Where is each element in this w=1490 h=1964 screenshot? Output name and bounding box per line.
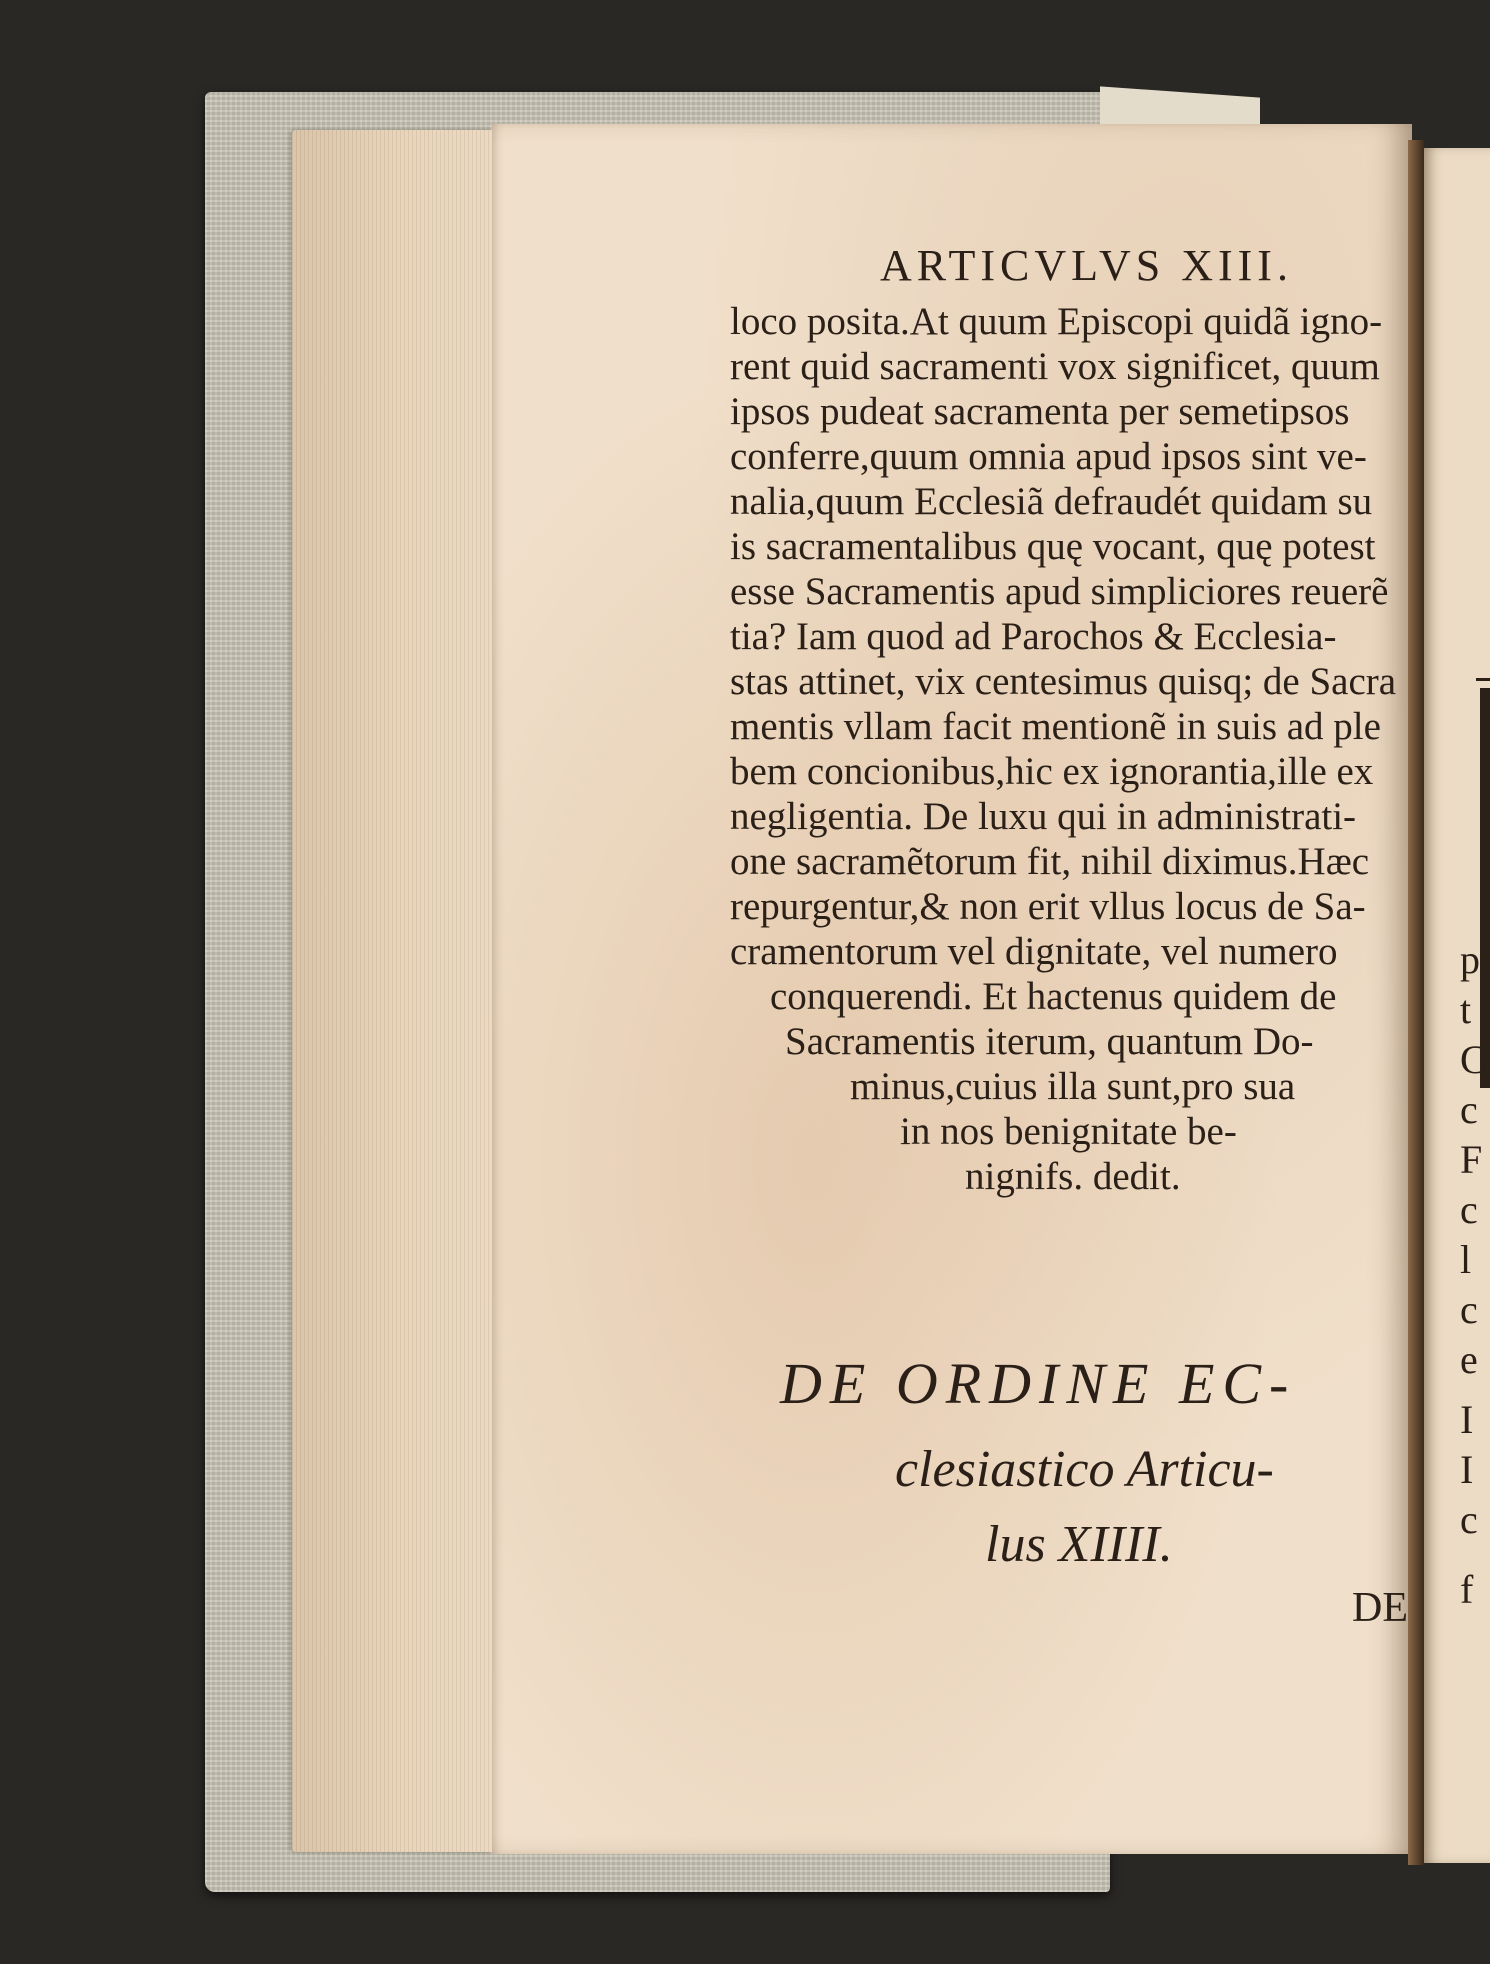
woodcut-border <box>1480 688 1490 1088</box>
facing-page-fragment: c <box>1460 1187 1478 1232</box>
facing-page-fragment: p <box>1460 937 1480 982</box>
woodcut-border-top <box>1476 678 1490 681</box>
body-line: esse Sacramentis apud simpliciores reuerẽ <box>730 570 1389 613</box>
facing-page-fragment: c <box>1460 1287 1478 1332</box>
running-head: ARTICVLVS XIII. <box>880 241 1293 290</box>
facing-page-fragment: I <box>1460 1397 1474 1442</box>
facing-page-fragment: F <box>1460 1137 1483 1182</box>
body-line: nignifs. dedit. <box>965 1155 1181 1198</box>
facing-page-fragment: e <box>1460 1337 1478 1382</box>
body-line: repurgentur,& non erit vllus locus de Sa- <box>730 885 1366 928</box>
facing-page-fragment: t <box>1460 987 1472 1032</box>
facing-page-fragment: I <box>1460 1447 1474 1492</box>
body-line: conferre,quum omnia apud ipsos sint ve- <box>730 435 1367 478</box>
body-line: nalia,quum Ecclesiã defraudét quidam su <box>730 480 1373 523</box>
facing-page-fragment: f <box>1460 1567 1474 1612</box>
body-line: minus,cuius illa sunt,pro sua <box>850 1065 1296 1108</box>
body-line: cramentorum vel dignitate, vel numero <box>730 930 1338 973</box>
body-line: Sacramentis iterum, quantum Do- <box>785 1020 1314 1063</box>
body-line: conquerendi. Et hactenus quidem de <box>770 975 1337 1018</box>
catchword: DE <box>1352 1585 1408 1631</box>
body-line: bem concionibus,hic ex ignorantia,ille ex <box>730 750 1374 793</box>
body-line: loco posita.At quum Episcopi quidã igno- <box>730 300 1383 343</box>
body-line: one sacramẽtorum fit, nihil diximus.Hæc <box>730 840 1370 883</box>
section-heading-line: clesiastico Articu- <box>895 1441 1274 1498</box>
body-line: mentis vllam facit mentionẽ in suis ad ple <box>730 705 1381 748</box>
body-line: rent quid sacramenti vox significet, quum <box>730 345 1380 388</box>
facing-page-fragment: c <box>1460 1497 1478 1542</box>
body-line: negligentia. De luxu qui in administrati- <box>730 795 1357 838</box>
facing-page-fragment: l <box>1460 1237 1472 1282</box>
facing-page-fragment: c <box>1460 1087 1478 1132</box>
body-line: in nos benignitate be- <box>900 1110 1237 1153</box>
body-line: tia? Iam quod ad Parochos & Ecclesia- <box>730 615 1337 658</box>
body-line: ipsos pudeat sacramenta per semetipsos <box>730 390 1350 433</box>
section-heading-line: lus XIIII. <box>985 1516 1173 1573</box>
body-line: stas attinet, vix centesimus quisq; de Sacra <box>730 660 1397 703</box>
facing-page-fragment: C <box>1460 1037 1487 1082</box>
facing-page <box>1424 148 1490 1863</box>
body-line: is sacramentalibus quę vocant, quę potest <box>730 525 1376 568</box>
gutter <box>1408 140 1424 1865</box>
page-edges <box>292 130 492 1852</box>
section-heading-line: DE ORDINE EC- <box>780 1351 1297 1416</box>
